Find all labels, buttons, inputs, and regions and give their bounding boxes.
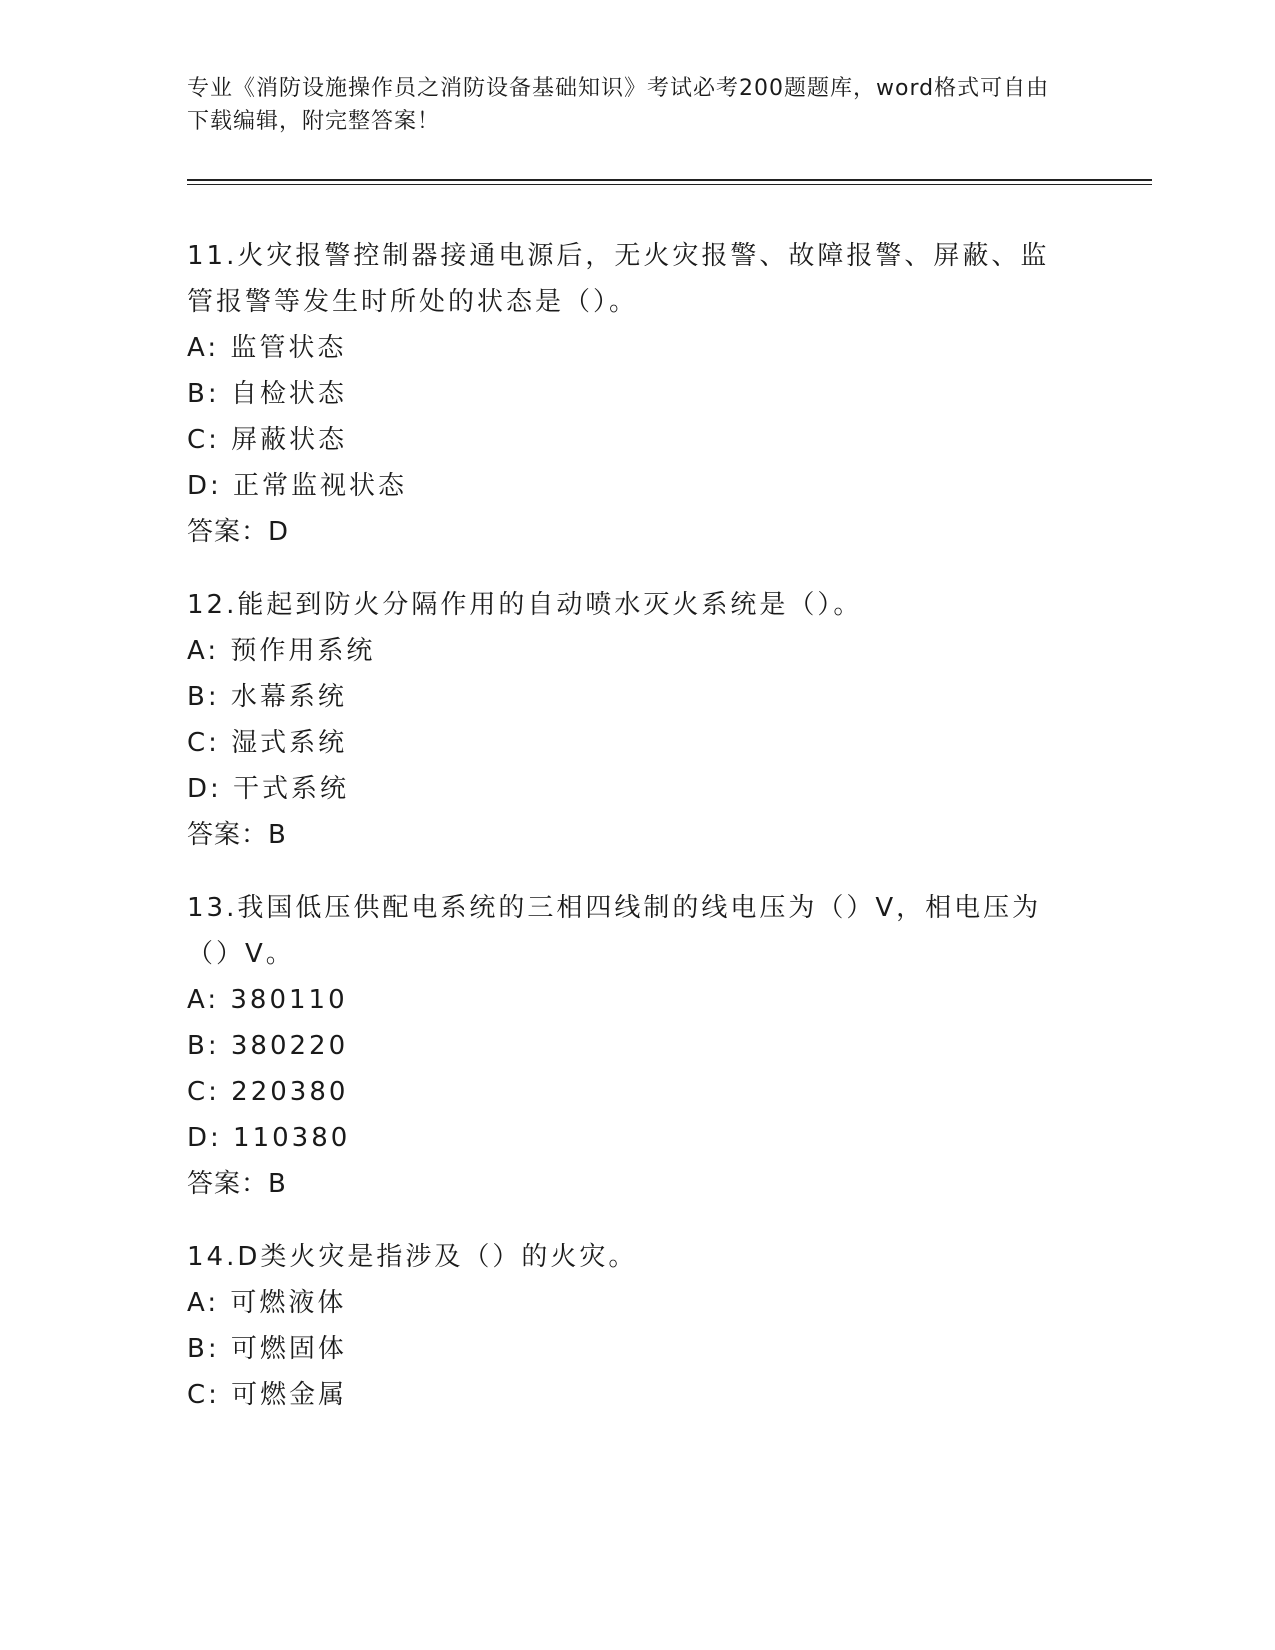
option-c: C: 可燃金属 bbox=[187, 1380, 348, 1410]
header-divider-thick bbox=[187, 179, 1152, 181]
option-a: A: 预作用系统 bbox=[187, 636, 376, 666]
header-divider-thin bbox=[187, 184, 1152, 185]
option-c: C: 220380 bbox=[187, 1077, 349, 1107]
option-d: D: 干式系统 bbox=[187, 774, 350, 804]
answer-label: 答案：B bbox=[187, 1169, 287, 1199]
question-12 bbox=[187, 582, 1087, 858]
option-b: B: 水幕系统 bbox=[187, 682, 347, 712]
option-d: D: 110380 bbox=[187, 1123, 351, 1153]
option-b: B: 380220 bbox=[187, 1031, 349, 1061]
option-b: B: 自检状态 bbox=[187, 379, 347, 409]
option-a: A: 可燃液体 bbox=[187, 1288, 347, 1318]
option-c: C: 湿式系统 bbox=[187, 728, 348, 758]
question-stem: 14.D类火灾是指涉及（）的火灾。 bbox=[187, 1242, 638, 1272]
option-a: A: 监管状态 bbox=[187, 333, 347, 363]
question-stem: 11.火灾报警控制器接通电源后，无火灾报警、故障报警、屏蔽、监管报警等发生时所处的状态是（）。 bbox=[187, 241, 1050, 317]
answer-label: 答案：B bbox=[187, 820, 287, 850]
question-stem: 12.能起到防火分隔作用的自动喷水灭火系统是（）。 bbox=[187, 590, 863, 620]
option-a: A: 380110 bbox=[187, 985, 348, 1015]
option-d: D: 正常监视状态 bbox=[187, 471, 408, 501]
question-stem: 13.我国低压供配电系统的三相四线制的线电压为（）V，相电压为（）V。 bbox=[187, 893, 1042, 969]
answer-label: 答案：D bbox=[187, 517, 290, 547]
option-c: C: 屏蔽状态 bbox=[187, 425, 348, 455]
question-14 bbox=[187, 1234, 1087, 1418]
question-11 bbox=[187, 233, 1087, 555]
question-list bbox=[187, 233, 1087, 1445]
option-b: B: 可燃固体 bbox=[187, 1334, 347, 1364]
document-header: 专业《消防设施操作员之消防设备基础知识》考试必考200题题库，word格式可自由下载编辑，附完整答案！ bbox=[187, 76, 1050, 134]
question-13 bbox=[187, 885, 1087, 1207]
